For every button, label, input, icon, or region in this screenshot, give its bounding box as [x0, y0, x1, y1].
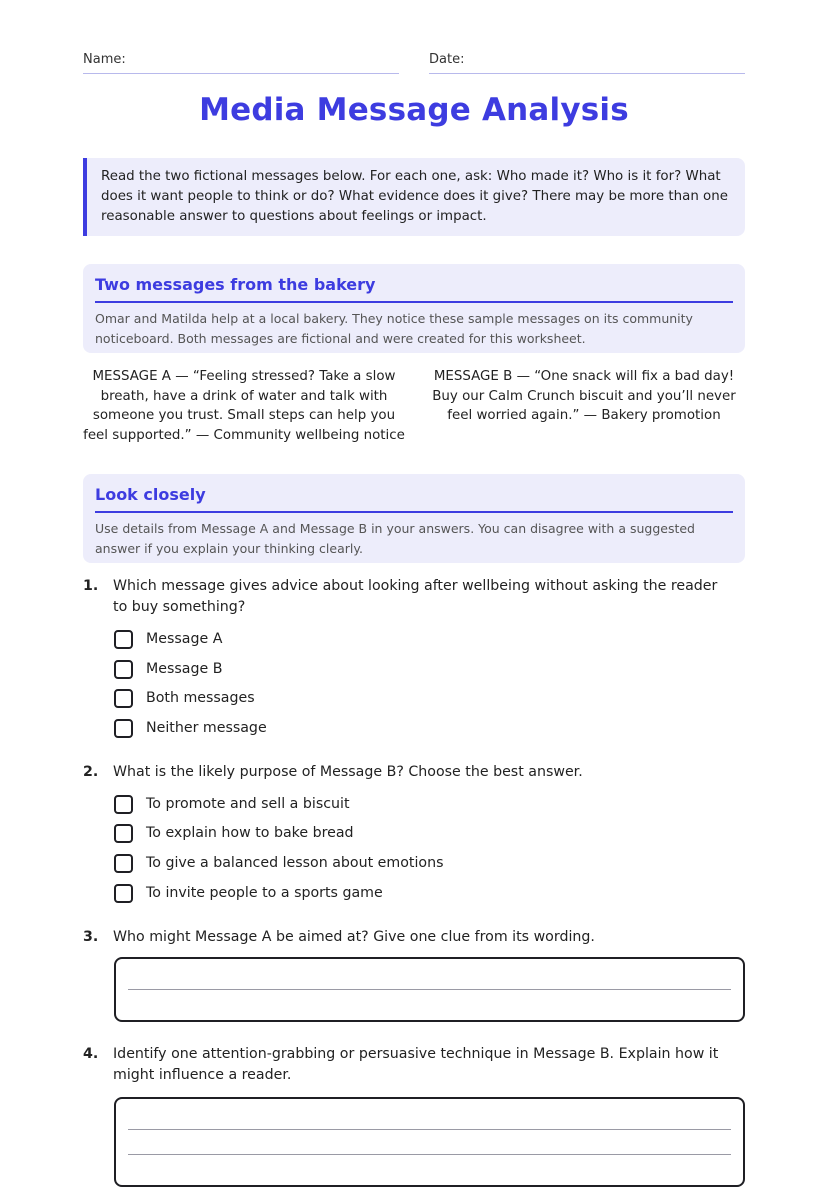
checkbox-icon[interactable] [114, 660, 133, 679]
option-label: To promote and sell a biscuit [146, 796, 350, 812]
date-label: Date: [429, 52, 465, 67]
question-text: What is the likely purpose of Message B? Choose the best answer. [113, 764, 583, 780]
option-checkbox[interactable] [114, 795, 714, 819]
page-title: Media Message Analysis [199, 92, 629, 128]
checkbox-icon[interactable] [114, 719, 133, 738]
option-label: To invite people to a sports game [146, 885, 383, 901]
message-a: MESSAGE A — “Feeling stressed? Take a slow breath, have a drink of water and talk with someone you trust. Small steps can help you feel supported.” — Community wellbeing notice [83, 369, 405, 443]
name-date-row [83, 52, 745, 76]
answer-box[interactable] [114, 1097, 745, 1187]
answer-box[interactable] [114, 957, 745, 1022]
section-body: Use details from Message A and Message B in your answers. You can disagree with a suggested answer if you explain your thinking clearly. [95, 521, 695, 556]
checkbox-icon[interactable] [114, 854, 133, 873]
checkbox-icon[interactable] [114, 884, 133, 903]
question-text: Who might Message A be aimed at? Give one clue from its wording. [113, 929, 595, 945]
checkbox-icon[interactable] [114, 630, 133, 649]
question-number: 1. [83, 578, 99, 594]
name-label: Name: [83, 52, 126, 67]
checkbox-icon[interactable] [114, 824, 133, 843]
checkbox-icon[interactable] [114, 795, 133, 814]
section-heading: Look closely [95, 483, 733, 513]
option-checkbox[interactable] [114, 884, 714, 908]
option-checkbox[interactable] [114, 660, 714, 684]
option-label: To give a balanced lesson about emotions [146, 855, 444, 871]
option-label: Both messages [146, 690, 255, 706]
writing-line [128, 989, 731, 990]
option-checkbox[interactable] [114, 824, 714, 848]
option-checkbox[interactable] [114, 689, 714, 713]
question-number: 3. [83, 929, 99, 945]
option-label: Message B [146, 661, 223, 677]
intro-instructions: Read the two fictional messages below. For each one, ask: Who made it? Who is it for? What does it want people to think or do? What evidence does it give? There may be more than one reasonable answer to questions about feelings or impact. [83, 158, 745, 236]
section-two-messages [83, 264, 745, 353]
section-heading: Two messages from the bakery [95, 273, 733, 303]
question-text: Identify one attention-grabbing or persuasive technique in Message B. Explain how it might influence a reader. [113, 1046, 719, 1083]
option-label: To explain how to bake bread [146, 825, 354, 841]
option-checkbox[interactable] [114, 854, 714, 878]
checkbox-icon[interactable] [114, 689, 133, 708]
option-checkbox[interactable] [114, 719, 714, 743]
writing-line [128, 1154, 731, 1155]
section-look-closely [83, 474, 745, 563]
name-field[interactable] [83, 52, 399, 74]
date-field[interactable] [429, 52, 745, 74]
option-label: Neither message [146, 720, 267, 736]
option-label: Message A [146, 631, 223, 647]
section-body: Omar and Matilda help at a local bakery. They notice these sample messages on its community noticeboard. Both messages are fictional and were created for this worksheet. [95, 311, 693, 346]
message-b: MESSAGE B — “One snack will fix a bad day! Buy our Calm Crunch biscuit and you’ll never feel worried again.” — Bakery promotion [432, 369, 736, 424]
question-number: 2. [83, 764, 99, 780]
option-checkbox[interactable] [114, 630, 714, 654]
question-text: Which message gives advice about looking after wellbeing without asking the reader to buy something? [113, 578, 718, 615]
question-number: 4. [83, 1046, 99, 1062]
writing-line [128, 1129, 731, 1130]
